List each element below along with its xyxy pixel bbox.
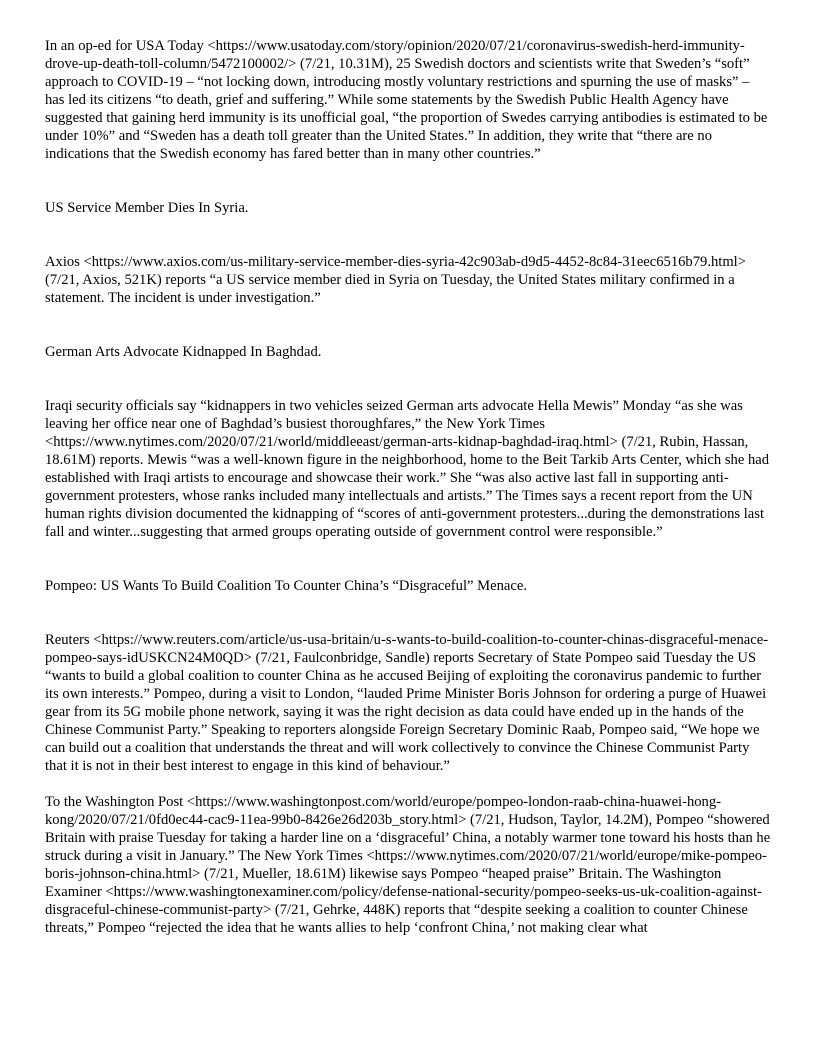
paragraph-pompeo-reuters: Reuters <https://www.reuters.com/article/us-usa-britain/u-s-wants-to-build-coalition-to-counter-chinas-disgraceful-menace-pompeo-says-idUSKCN24M0QD> (7/21, Faulconbridge, Sandle) reports Secretary of State Pompeo said Tuesday the US “wants to build a global coalition to counter China as he accused Beijing of exploiting the coronavirus pandemic to further its own interests.” Pompeo, during a visit to London, “lauded Prime Minister Boris Johnson for ordering a purge of Huawei gear from its 5G mobile phone network, saying it was the right decision as data could have ended up in the hands of the Chinese Communist Party.” Speaking to reporters alongside Foreign Secretary Dominic Raab, Pompeo said, “We hope we can build out a coalition that understands the threat and will work collectively to convince the Chinese Communist Party that it is not in their best interest to engage in this kind of behaviour.”: [45, 632, 769, 774]
paragraph-sweden-op-ed: In an op-ed for USA Today <https://www.usatoday.com/story/opinion/2020/07/21/coronavirus-swedish-herd-immunity-drove-up-death-toll-column/5472100002/> (7/21, 10.31M), 25 Swedish doctors and scientists write that Sweden’s “soft” approach to COVID-19 – “not locking down, introducing mostly voluntary restrictions and spurning the use of masks” – has led its citizens “to death, grief and suffering.” While some statements by the Swedish Public Health Agency have suggested that gaining herd immunity is its unofficial goal, “the proportion of Swedes carrying antibodies is estimated to be under 10%” and “Sweden has a death toll greater than the United States.” In addition, they write that “there are no indications that the Swedish economy has fared better than in many other countries.”: [45, 38, 768, 162]
heading-baghdad: German Arts Advocate Kidnapped In Baghdad.: [45, 344, 322, 360]
heading-syria: US Service Member Dies In Syria.: [45, 200, 249, 216]
paragraph-syria: Axios <https://www.axios.com/us-military-service-member-dies-syria-42c903ab-d9d5-4452-8c84-31eec6516b79.html> (7/21, Axios, 521K) reports “a US service member died in Syria on Tuesday, the United States military confirmed in a statement. The incident is under investigation.”: [45, 254, 746, 306]
paragraph-baghdad: Iraqi security officials say “kidnappers in two vehicles seized German arts advocate Hella Mewis” Monday “as she was leaving her office near one of Baghdad’s busiest thoroughfares,” the New York Times <https://www.nytimes.com/2020/07/21/world/middleeast/german-arts-kidnap-baghdad-iraq.html> (7/21, Rubin, Hassan, 18.61M) reports. Mewis “was a well-known figure in the neighborhood, home to the Beit Tarkib Arts Center, which she had established with Iraqi artists to encourage and showcase their work.” She “was also active last fall in supporting anti-government protesters, whose ranks included many intellectuals and artists.” The Times says a recent report from the UN human rights division documented the kidnapping of “scores of anti-government protesters...during the demonstrations last fall and winter...suggesting that armed groups operating outside of government control were responsible.”: [45, 398, 770, 540]
document-page: [45, 37, 771, 937]
paragraph-pompeo-wapo: To the Washington Post <https://www.washingtonpost.com/world/europe/pompeo-london-raab-china-huawei-hong-kong/2020/07/21/0fd0ec44-cac9-11ea-99b0-8426e26d203b_story.html> (7/21, Hudson, Taylor, 14.2M), Pompeo “showered Britain with praise Tuesday for taking a harder line on a ‘disgraceful’ China, a notably warmer tone toward his hosts than he struck during a visit in January.” The New York Times <https://www.nytimes.com/2020/07/21/world/europe/mike-pompeo-boris-johnson-china.html> (7/21, Mueller, 18.61M) likewise says Pompeo “heaped praise” Britain. The Washington Examiner <https://www.washingtonexaminer.com/policy/defense-national-security/pompeo-seeks-us-uk-coalition-against-disgraceful-chinese-communist-party> (7/21, Gehrke, 448K) reports that “despite seeking a coalition to counter Chinese threats,” Pompeo “rejected the idea that he wants allies to help ‘confront China,’ not making clear what: [45, 794, 771, 936]
heading-pompeo: Pompeo: US Wants To Build Coalition To Counter China’s “Disgraceful” Menace.: [45, 578, 527, 594]
